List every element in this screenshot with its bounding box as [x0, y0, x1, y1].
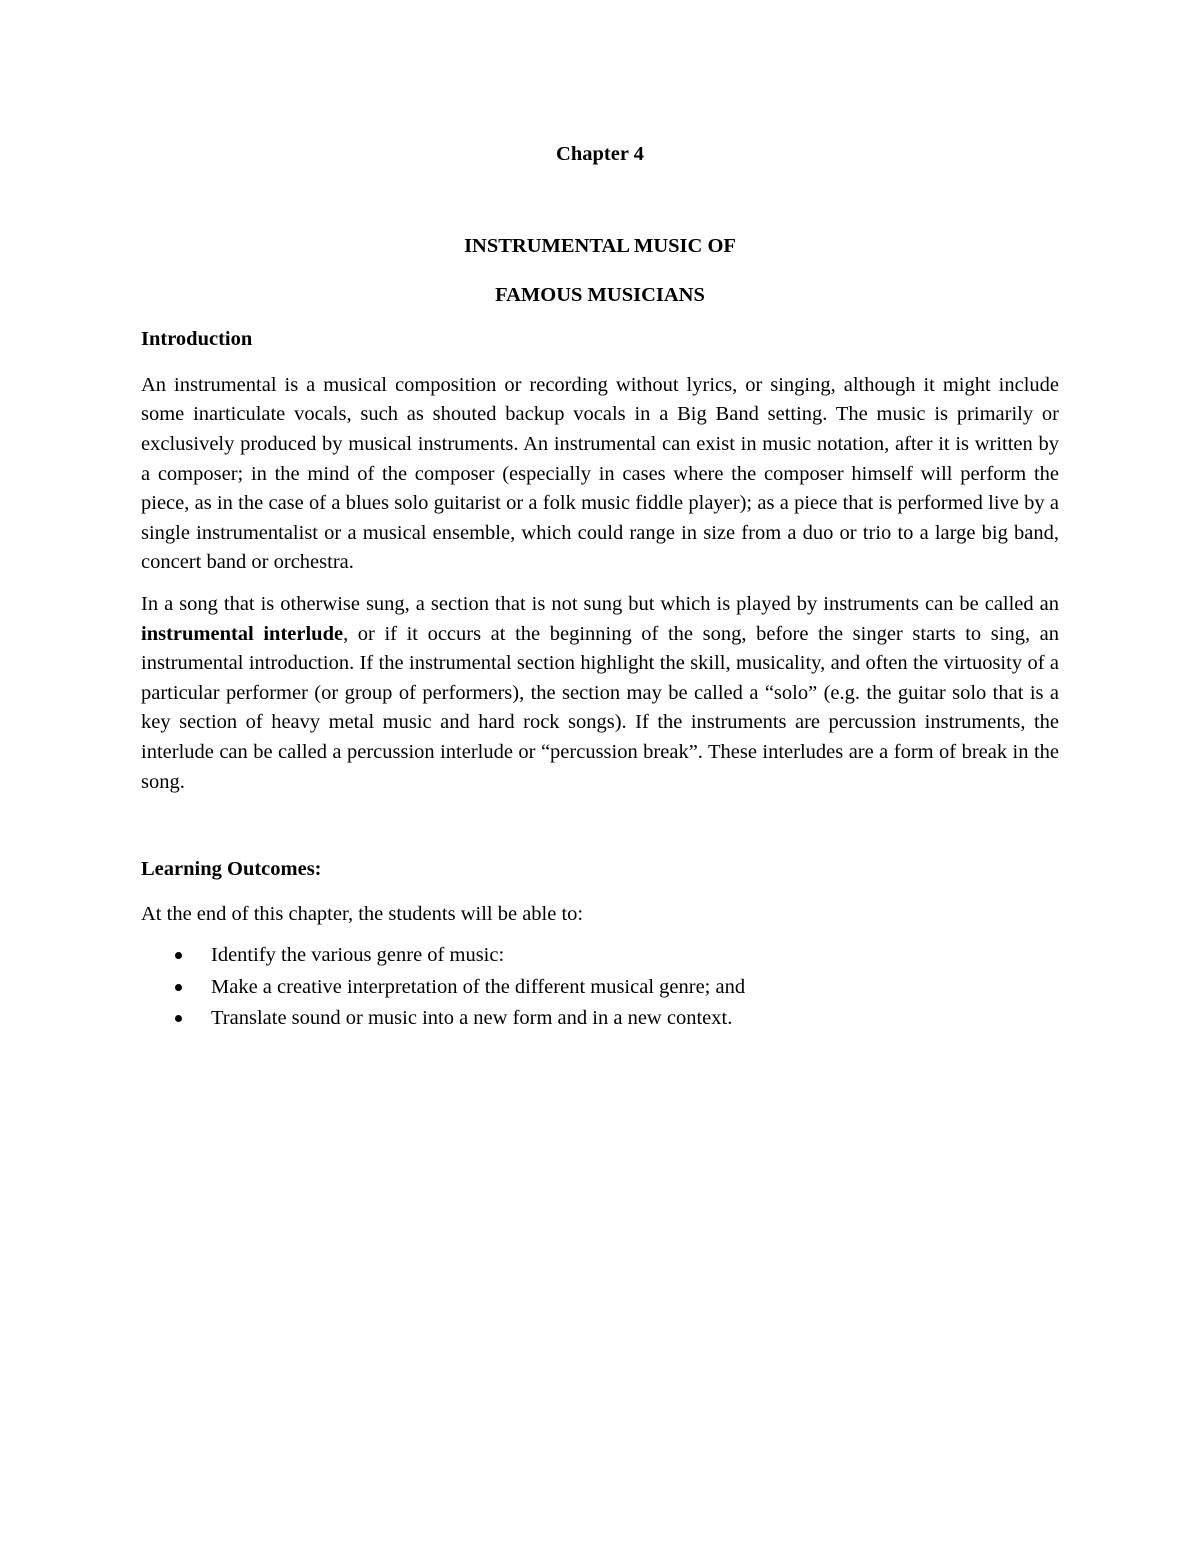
list-item: [141, 1004, 1059, 1034]
paragraph-2-bold-term: instrumental interlude: [141, 622, 344, 645]
list-item: [141, 973, 1059, 1003]
learning-outcomes-heading: Learning Outcomes:: [141, 858, 322, 881]
list-item: [141, 941, 1059, 971]
list-item-text: Translate sound or music into a new form and in a new context.: [211, 1007, 733, 1030]
chapter-title-line-1: INSTRUMENTAL MUSIC OF: [464, 235, 736, 257]
learning-outcomes-list: [141, 941, 1059, 1034]
chapter-label: Chapter 4: [556, 143, 644, 165]
introduction-paragraph-1: An instrumental is a musical composition or recording without lyrics, or singing, although it might include some inarticulate vocals, such as shouted backup vocals in a Big Band setting. The music is primarily or exclusively produced by musical instruments. An instrumental can exist in music notation, after it is written by a composer; in the mind of the composer (especially in cases where the composer himself will perform the piece, as in the case of a blues solo guitarist or a folk music fiddle player); as a piece that is performed live by a single instrumentalist or a musical ensemble, which could range in size from a duo or trio to a large big band, concert band or orchestra.: [141, 373, 1059, 574]
introduction-paragraph-2: [141, 590, 1059, 797]
bullet-icon: [175, 1015, 182, 1022]
introduction-heading: Introduction: [141, 328, 253, 351]
bullet-icon: [175, 952, 182, 959]
paragraph-2-text-after: , or if it occurs at the beginning of the song, before the singer starts to sing, an instrumental introduction. If the instrumental section highlight the skill, musicality, and often the virtuosity of a particular performer (or group of performers), the section may be called a “solo” (e.g. the guitar solo that is a key section of heavy metal music and hard rock songs). If the instruments are percussion instruments, the interlude can be called a percussion interlude or “percussion break”. These interludes are a form of break in the song.: [141, 622, 1060, 793]
page-content: [141, 140, 1059, 1036]
learning-outcomes-lead: At the end of this chapter, the students will be able to:: [141, 902, 584, 925]
list-item-text: Identify the various genre of music:: [211, 944, 505, 967]
paragraph-2-text-before: In a song that is otherwise sung, a section that is not sung but which is played by instruments can be called an: [141, 592, 1059, 615]
bullet-icon: [175, 984, 182, 991]
chapter-title-line-2: FAMOUS MUSICIANS: [495, 283, 705, 306]
list-item-text: Make a creative interpretation of the different musical genre; and: [211, 975, 746, 998]
